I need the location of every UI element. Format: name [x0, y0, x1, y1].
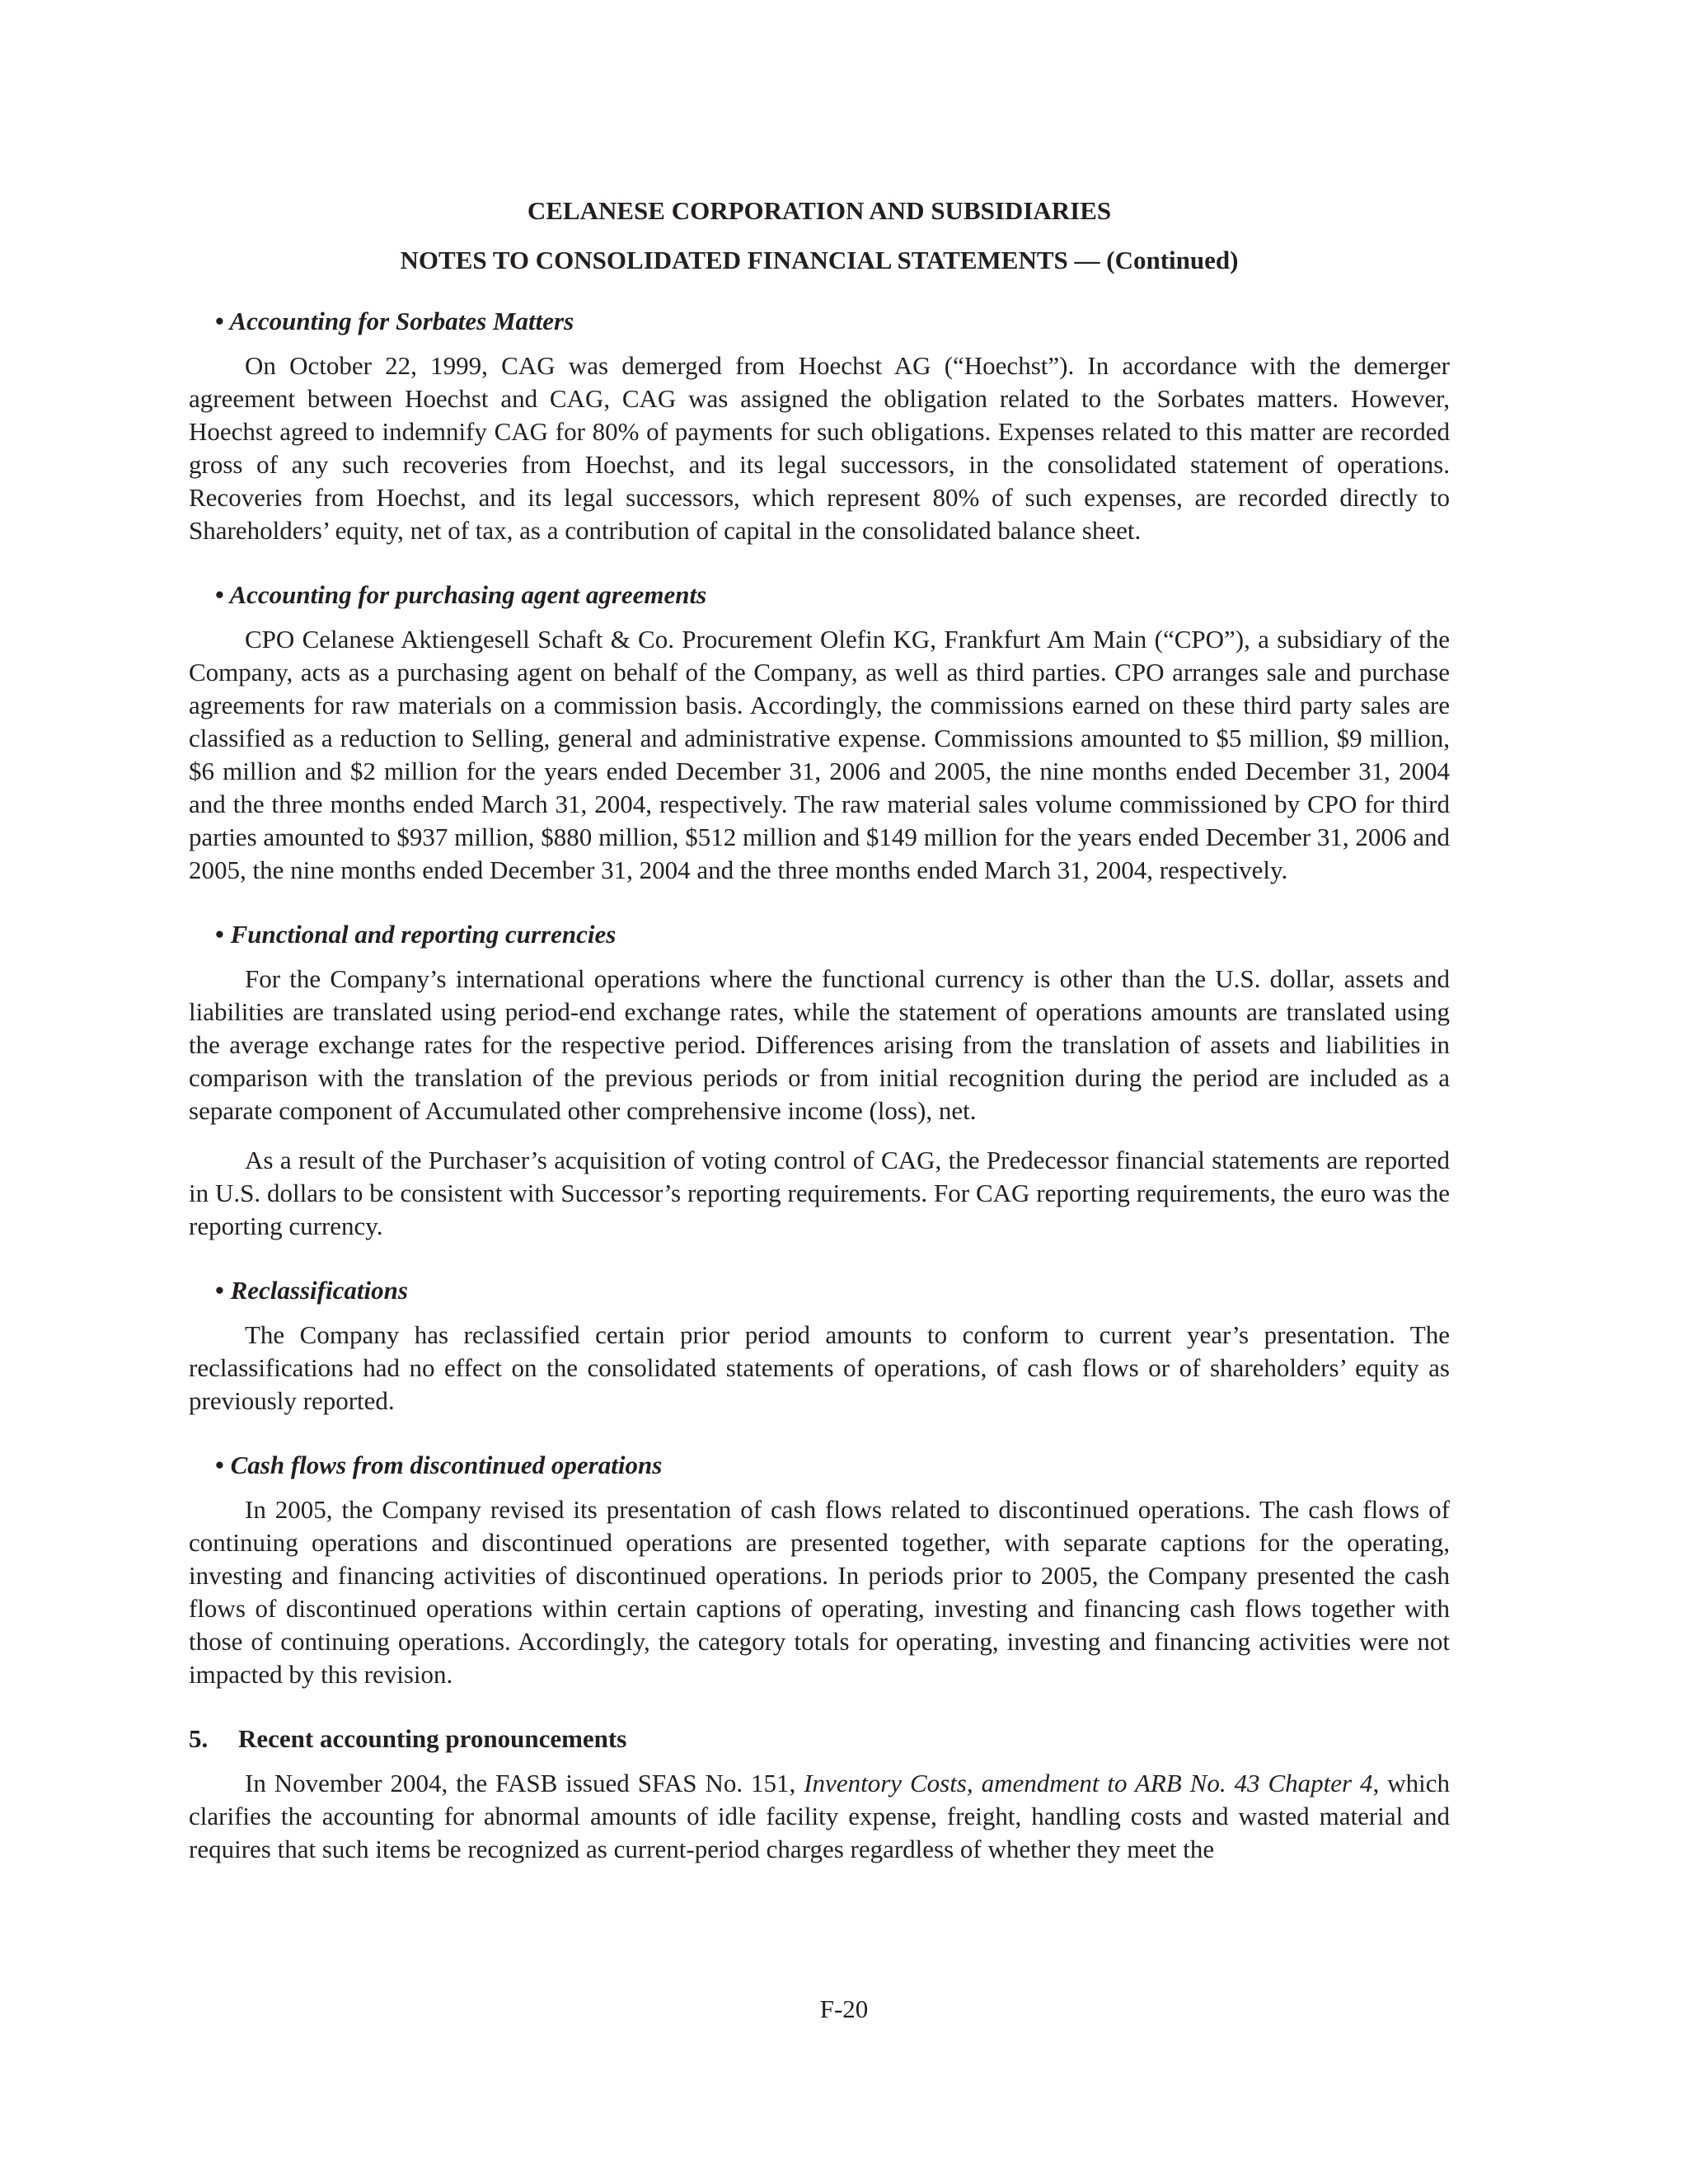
paragraph-text: In November 2004, the FASB issued SFAS No. 151,: [245, 1769, 804, 1797]
page-number: F-20: [819, 1994, 869, 2023]
section-heading-text: Reclassifications: [230, 1276, 408, 1305]
paragraph-purchasing-agent: CPO Celanese Aktiengesell Schaft & Co. Procurement Olefin KG, Frankfurt Am Main (“CPO”), a subsidiary of the Company, acts as a purchasing agent on behalf of the Company, as well as third parties. CPO arranges sale and purchase agreements for raw materials on a commission basis. Accordingly, the commissions earned on these third party sales are classified as a reduction to Selling, general and administrative expense. Commissions amounted to $5 million, $9 million, $6 million and $2 million for the years ended December 31, 2006 and 2005, the nine months ended December 31, 2004 and the three months ended March 31, 2004, respectively. The raw material sales volume commissioned by CPO for third parties amounted to $937 million, $880 million, $512 million and $149 million for the years ended December 31, 2006 and 2005, the nine months ended December 31, 2004 and the three months ended March 31, 2004, respectively.: [189, 625, 1450, 884]
paragraph-text: , which clarifies the accounting for abnormal amounts of idle facility expense, freight, handling costs and wasted material and requires that such items be recognized as current-period charges regardless of whether they meet the: [189, 1769, 1450, 1863]
section-heading-currencies: [189, 918, 1450, 951]
section-heading-discontinued-ops: [189, 1449, 1450, 1482]
section-5-heading-text: Recent accounting pronouncements: [238, 1724, 627, 1753]
section-heading-purchasing-agent: [189, 579, 1450, 612]
paragraph-sorbates: On October 22, 1999, CAG was demerged from Hoechst AG (“Hoechst”). In accordance with the demerger agreement between Hoechst and CAG, CAG was assigned the obligation related to the Sorbates matters. However, Hoechst agreed to indemnify CAG for 80% of payments for such obligations. Expenses related to this matter are recorded gross of any such recoveries from Hoechst, and its legal successors, in the consolidated statement of operations. Recoveries from Hoechst, and its legal successors, which represent 80% of such expenses, are recorded directly to Shareholders’ equity, net of tax, as a contribution of capital in the consolidated balance sheet.: [189, 351, 1450, 545]
section-heading-text: Cash flows from discontinued operations: [230, 1451, 663, 1479]
paragraph-reclassifications: The Company has reclassified certain prior period amounts to conform to current year’s presentation. The reclassifications had no effect on the consolidated statements of operations, of cash flows or of shareholders’ equity as previously reported.: [189, 1320, 1450, 1415]
section-heading-reclassifications: [189, 1274, 1450, 1307]
section-heading-text: Functional and reporting currencies: [230, 920, 617, 949]
bullet-glyph: •: [215, 1276, 224, 1305]
document-page: [189, 194, 1450, 1897]
section-number: 5.: [189, 1724, 209, 1753]
bullet-glyph: •: [215, 920, 224, 949]
bullet-glyph: •: [215, 1451, 224, 1479]
bullet-glyph: •: [215, 307, 224, 335]
paragraph-recent-pronouncements: [189, 1767, 1450, 1866]
section-heading-text: Accounting for purchasing agent agreements: [229, 580, 707, 609]
section-heading-text: Accounting for Sorbates Matters: [229, 307, 574, 335]
section-5-heading: [189, 1722, 1450, 1755]
notes-subtitle: NOTES TO CONSOLIDATED FINANCIAL STATEMENTS — (Continued): [400, 246, 1239, 274]
company-header: CELANESE CORPORATION AND SUBSIDIARIES: [527, 196, 1112, 225]
paragraph-currencies-1: For the Company’s international operations where the functional currency is other than the U.S. dollar, assets and liabilities are translated using period-end exchange rates, while the statement of operations amounts are translated using the average exchange rates for the respective period. Differences arising from the translation of assets and liabilities in comparison with the translation of the previous periods or from initial recognition during the period are included as a separate component of Accumulated other comprehensive income (loss), net.: [189, 964, 1450, 1125]
bullet-glyph: •: [215, 580, 224, 609]
paragraph-currencies-2: As a result of the Purchaser’s acquisition of voting control of CAG, the Predecessor financial statements are reported in U.S. dollars to be consistent with Successor’s reporting requirements. For CAG reporting requirements, the euro was the reporting currency.: [189, 1146, 1450, 1240]
standard-title: Inventory Costs, amendment to ARB No. 43 Chapter 4: [804, 1769, 1373, 1797]
section-heading-sorbates: [189, 305, 1450, 338]
paragraph-discontinued-ops: In 2005, the Company revised its presentation of cash flows related to discontinued operations. The cash flows of continuing operations and discontinued operations are presented together, with separate captions for the operating, investing and financing activities of discontinued operations. In periods prior to 2005, the Company presented the cash flows of discontinued operations within certain captions of operating, investing and financing cash flows together with those of continuing operations. Accordingly, the category totals for operating, investing and financing activities were not impacted by this revision.: [189, 1495, 1450, 1689]
